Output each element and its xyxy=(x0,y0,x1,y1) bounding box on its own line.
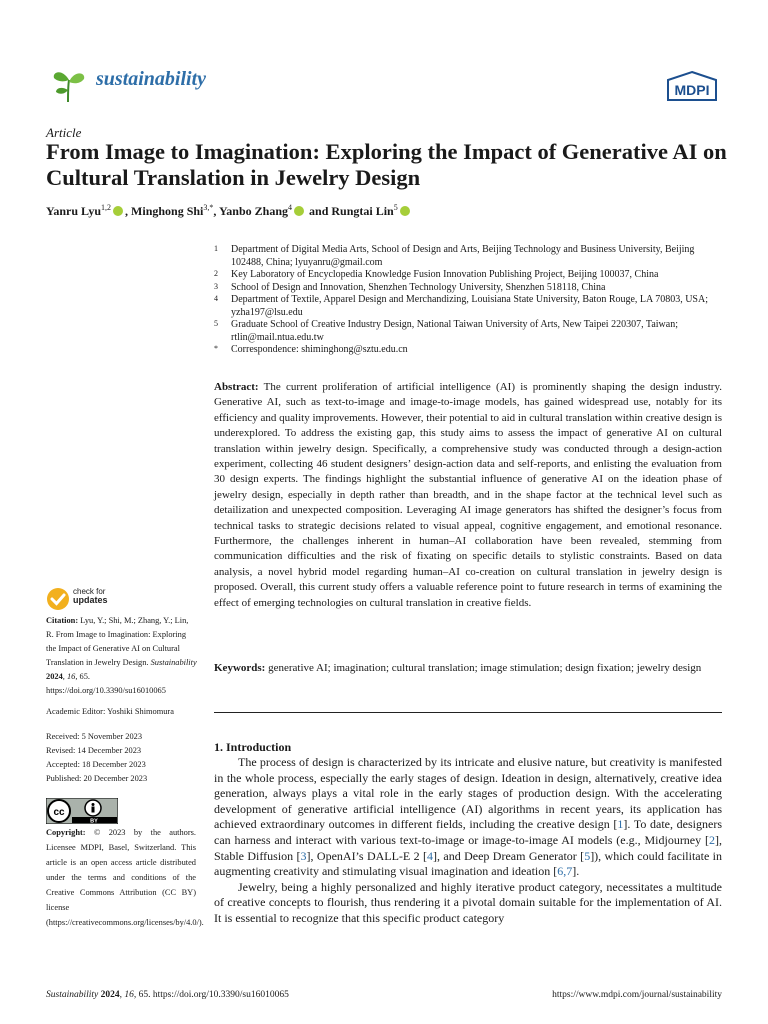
affiliation-item xyxy=(214,294,724,319)
orcid-icon[interactable] xyxy=(400,206,410,216)
affiliation-text: School of Design and Innovation, Shenzhen Technology University, Shenzhen 518118, China xyxy=(231,281,606,293)
paragraph-text: ]), which could facilitate in augmenting creativity and stimulating visual imagination and ideation [ xyxy=(214,848,722,879)
section-divider xyxy=(214,712,722,713)
paper-title: From Image to Imagination: Exploring the Impact of Generative AI on Cultural Translation in Jewelry Design xyxy=(46,139,727,190)
author-sep: , xyxy=(125,204,132,218)
paragraph-text: ], OpenAI’s DALL-E 2 [ xyxy=(306,848,428,863)
paragraph-text: ], Stable Diffusion [ xyxy=(214,832,722,863)
received-date: Received: 5 November 2023 xyxy=(46,732,143,741)
affiliation-number: 1 xyxy=(214,244,218,253)
footer-url[interactable]: https://www.mdpi.com/journal/sustainability xyxy=(552,990,722,1000)
mdpi-logo-icon xyxy=(664,70,720,104)
orcid-icon[interactable] xyxy=(294,206,304,216)
citation-journal: Sustainability xyxy=(150,658,197,667)
reference-link[interactable]: 2 xyxy=(709,832,715,847)
citation-year: 2024 xyxy=(46,672,63,681)
introduction-body xyxy=(214,755,722,927)
orcid-icon[interactable] xyxy=(113,206,123,216)
affiliation-text: Graduate School of Creative Industry Design, National Taiwan University of Arts, New Taipei 220307, Taiwan; rtlin@mail.ntua.edu.tw xyxy=(231,319,678,343)
paragraph-text: ], and Deep Dream Generator [ xyxy=(433,848,585,863)
paragraph-text: ]. xyxy=(572,864,580,879)
cc-label: cc xyxy=(53,807,65,818)
section-heading: 1. Introduction xyxy=(214,740,292,754)
citation-label: Citation: xyxy=(46,616,79,625)
paragraph xyxy=(214,755,722,880)
reference-link[interactable]: 6,7 xyxy=(557,864,573,879)
reference-link[interactable]: 5 xyxy=(584,848,591,863)
affiliation-number: 4 xyxy=(214,294,218,303)
author-affil-sup: 5 xyxy=(393,203,398,212)
correspondence-text: Correspondence: shiminghong@sztu.edu.cn xyxy=(231,344,408,355)
copyright-notice xyxy=(46,825,204,930)
affiliation-text: Department of Textile, Apparel Design and Merchandizing, Louisiana State University, Baton Rouge, LA 70803, USA; yzha197@lsu.edu xyxy=(231,294,708,318)
author-affil-sup: 4 xyxy=(288,203,293,212)
author-sep: and xyxy=(306,204,332,218)
article-type: Article xyxy=(46,125,82,140)
author-sep: , xyxy=(213,204,219,218)
affiliation-item xyxy=(214,244,724,269)
citation-text: Lyu, Y.; Shi, M.; Zhang, Y.; Lin, R. From Image to Imagination: Exploring the Impact of Generative AI on Cultural Translation in Jewelry Design. xyxy=(46,616,189,667)
footer-doi[interactable]: , 65. https://doi.org/10.3390/su16010065 xyxy=(133,990,289,1000)
affiliation-item xyxy=(214,269,724,282)
paragraph-text: The process of design is characterized by its intricate and elusive nature, but creativity is manifested in the whole process, especially the early stages of design. Ideation in design, alternatively, creative idea generation, always plays a vital role in the early stages of production design. With the accelerating development of generative artificial intelligence (AI) algorithms in recent years, its application has achieved extraordinary outcomes in different fields, including the creative design [ xyxy=(214,755,722,832)
published-date: Published: 20 December 2023 xyxy=(46,774,148,783)
author-name[interactable]: Rungtai Lin xyxy=(331,204,394,218)
affiliation-number: 2 xyxy=(214,269,218,278)
keywords-text: generative AI; imagination; cultural translation; image stimulation; design fixation; jewelry design xyxy=(265,662,702,674)
affiliations xyxy=(214,244,724,357)
affiliation-text: Department of Digital Media Arts, School of Design and Arts, Beijing Technology and Business University, Beijing 102488, China; lyuyanru@gmail.com xyxy=(231,244,695,268)
cc-by-license-icon[interactable] xyxy=(46,798,118,824)
accepted-date: Accepted: 18 December 2023 xyxy=(46,760,146,769)
check-updates-icon xyxy=(46,587,70,611)
affiliation-item xyxy=(214,344,724,357)
abstract xyxy=(214,380,722,611)
citation xyxy=(46,614,198,698)
paragraph: Jewelry, being a highly personalized and highly iterative product category, necessitates a multitude of creative concepts to flourish, thus rendering it a pivotal domain suitable for the implementation of AI. It is essential to recognize that this specific product category xyxy=(214,879,722,925)
reference-link[interactable]: 3 xyxy=(300,848,307,863)
abstract-label: Abstract: xyxy=(214,381,259,393)
author-affil-sup: 1,2 xyxy=(101,203,112,212)
publisher-name: MDPI xyxy=(674,82,710,98)
author-name[interactable]: Yanru Lyu xyxy=(46,204,102,218)
author-list xyxy=(46,203,412,219)
keywords xyxy=(214,661,722,676)
affiliation-item xyxy=(214,319,724,344)
footer-citation xyxy=(46,990,289,1000)
affiliation-number: 3 xyxy=(214,281,218,291)
author-affil-sup: 3,* xyxy=(203,203,214,212)
reference-link[interactable]: 1 xyxy=(617,817,624,832)
affiliation-number: * xyxy=(214,344,218,353)
copyright-label: Copyright: xyxy=(46,828,86,837)
citation-doi[interactable]: , 65. https://doi.org/10.3390/su16010065 xyxy=(46,672,166,695)
check-updates-line1: check for xyxy=(73,587,106,596)
check-updates-line2: updates xyxy=(73,595,108,605)
revised-date: Revised: 14 December 2023 xyxy=(46,746,142,755)
footer-journal: Sustainability xyxy=(46,990,99,1000)
copyright-text: © 2023 by the authors. Licensee MDPI, Basel, Switzerland. This article is an open access article distributed under the terms and conditions of the Creative Commons Attribution (CC BY) license (https://creativecommons.org/licenses/by/4.0/). xyxy=(46,828,204,927)
keywords-label: Keywords: xyxy=(214,662,266,674)
affiliation-item xyxy=(214,282,724,295)
paragraph-text: ]. To date, designers can harness and interact with various text-to-image or image-to-image AI models (e.g., Midjourney [ xyxy=(214,817,722,847)
reference-link[interactable]: 4 xyxy=(427,848,434,863)
author-name[interactable]: Yanbo Zhang xyxy=(218,204,289,218)
cc-by-label: BY xyxy=(90,818,98,824)
footer-year: 2024 xyxy=(98,990,120,1000)
academic-editor: Academic Editor: Yoshiki Shimomura xyxy=(46,707,174,716)
footer-volume: , 16 xyxy=(119,990,134,1000)
publication-dates xyxy=(46,730,147,786)
citation-volume: , 16 xyxy=(62,672,76,681)
leaf-logo-icon xyxy=(48,64,88,104)
affiliation-text: Key Laboratory of Encyclopedia Knowledge Fusion Innovation Publishing Project, Beijing 100037, China xyxy=(231,269,659,280)
check-for-updates-badge[interactable] xyxy=(46,585,136,613)
abstract-text: The current proliferation of artificial intelligence (AI) is prominently shaping the design industry. Generative AI, such as text-to-image and image-to-image models, has gained widespread use, notably for its efficiency and quality improvements. However, their potential to aid in cultural translation within creative design is underexplored. To address the existing gap, this study aims to assess the impact of generative AI on cultural translation within jewelry design. Specifically, a comprehensive study was conducted through a design-action experiment, collecting 46 student designers’ design-action data and self-reports, and enlisting the evaluation from 30 design experts. The findings highlight the substantial influence of generative AI on the ideation phase of jewelry design, especially in depth rather than breadth, and in the shape factor at the technical level such as detailization and unexpected composition. Leveraging AI image generators has shifted the designer’s focus from technical tasks to strategic decisions related to visual appeal, cognitive engagement, and emotional resonance. Furthermore, the challenges inherent in human–AI collaboration have been revealed, stemming from communication difficulties and the risk of fixating on specific details to stylistic constraints. Based on data analysis, a novel hybrid model regarding human–AI co-creation on cultural translation in jewelry design is proposed. Overall, this current study offers a valuable reference point to future research in terms of examining the effect of emerging technologies on cultural translation in creative fields. xyxy=(214,381,722,609)
author-name[interactable]: Minghong Shi xyxy=(131,204,204,218)
journal-name: sustainability xyxy=(96,68,207,90)
affiliation-number: 5 xyxy=(214,319,218,328)
